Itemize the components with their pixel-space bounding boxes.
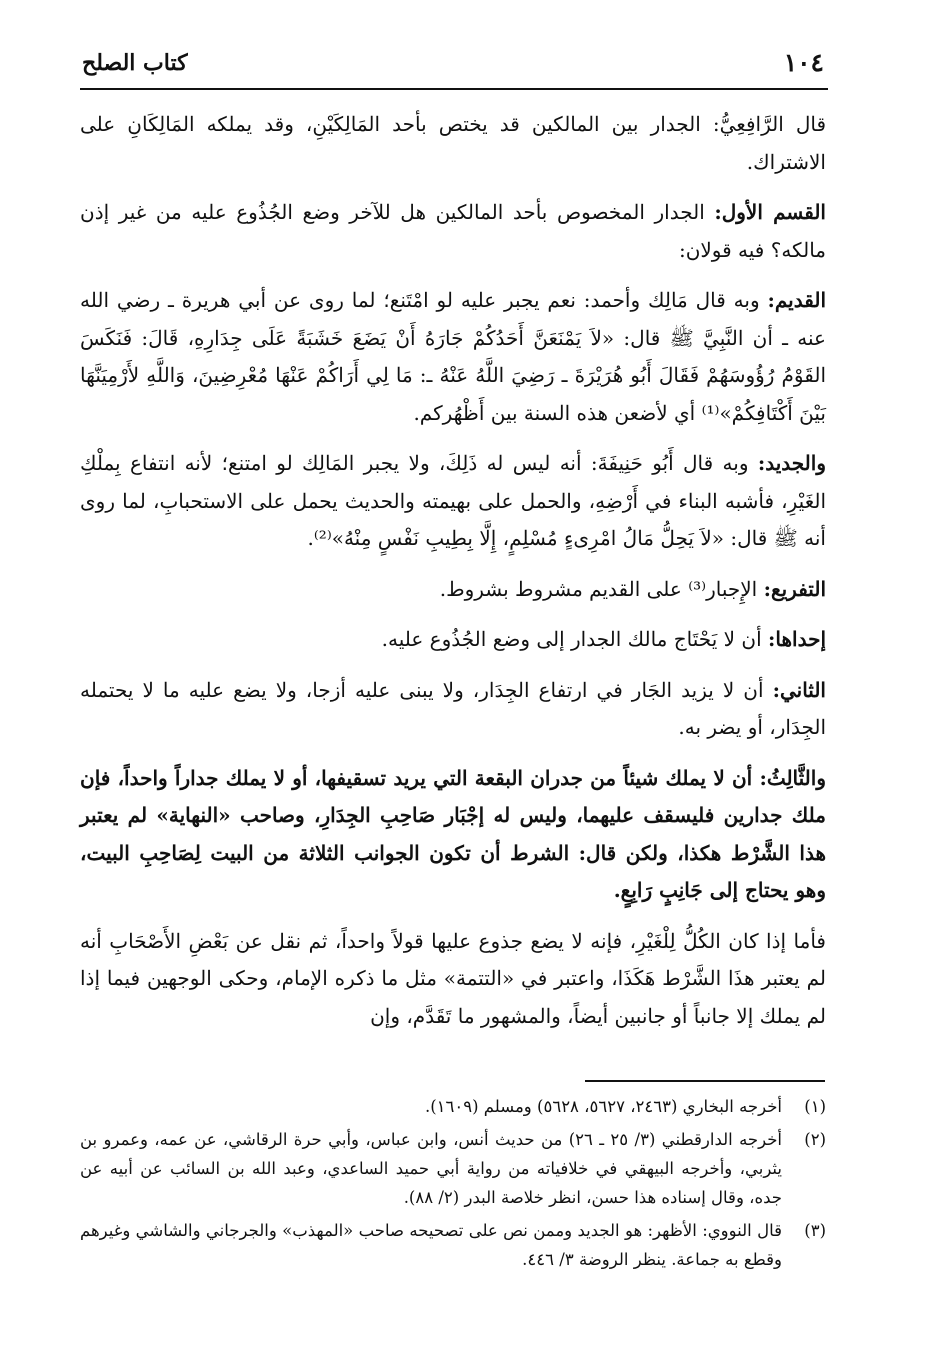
footnote: [80, 1125, 826, 1212]
paragraph-lead: والجديد:: [757, 451, 826, 475]
footnote-text: أخرجه الدارقطني (٣/ ٢٥ ـ ٢٦) من حديث أنس، وابن عباس، وأبي حرة الرقاشي، عن عمه، وعمرو بن يثربي، وأخرجه البيهقي في خلافياته من رواية أبي حميد الساعدي، وعبد الله بن السائب عن أبيه عن جده، وقال إسناده هذا حسن، انظر خلاصة البدر (٢/ ٨٨).: [80, 1130, 782, 1207]
paragraph-lead: إحداها:: [768, 627, 826, 651]
paragraph-lead: التفريع:: [763, 576, 826, 601]
paragraph-lead: الثاني:: [772, 677, 826, 702]
paragraph-text: أن لا يملك شيئاً من جدران البقعة التي يريد تسقيفها، أو لا يملك جداراً واحداً، فإن ملك جدارين فليسقف عليهما، وليس له إجْبَار صَاحِبِ الجِدَارِ، وصاحب «النهاية» لم يعتبر هذا الشَّرْط هكذا، ولكن قال: الشرط أن تكون الجوانب الثلاثة من البيت لِصَاحِبِ البيت، وهو يحتاج إلى جَانِبٍ رَابِعٍ.: [80, 765, 826, 902]
paragraph-condition-two: [80, 672, 826, 747]
footnote: [80, 1216, 826, 1274]
paragraph-lead: القسم الأول:: [714, 200, 826, 224]
paragraph-first-section: [80, 194, 826, 269]
paragraph-text: قال الرَّافِعِيُّ: الجدار بين المالكين قد يختص بأحد المَالِكَيْنِ، وقد يملكه المَالِكَانِ على الاشتراك.: [80, 112, 826, 174]
paragraph-lead: والثَّالِثُ:: [759, 765, 826, 790]
footnote: [80, 1092, 826, 1121]
paragraph-text: أن لا يزيد الجَار في ارتفاع الجِدَار، ولا يبنى عليه أزجا، ولا يضع عليه ما لا يحتمله الجِدَار، أو يضر به.: [80, 677, 826, 739]
paragraph-text: الإِجبار⁽³⁾ على القديم مشروط بشروط.: [439, 576, 764, 601]
footnote-number: (١): [804, 1097, 826, 1116]
footnote-number: (٣): [804, 1221, 826, 1240]
footnote-text: أخرجه البخاري (٢٤٦٣، ٥٦٢٧، ٥٦٢٨) ومسلم (١٦٠٩).: [424, 1097, 782, 1116]
paragraph-new-opinion: [80, 445, 826, 558]
paragraph-all-others: [80, 923, 826, 1036]
page-number: ١٠٤: [783, 48, 824, 77]
paragraph-branching: [80, 571, 826, 609]
paragraph-text: فأما إذا كان الكُلُّ لِلْغَيْرِ، فإنه لا يضع جذوع عليها قولاً واحداً، ثم نقل عن بَعْضِ الأَصْحَابِ أنه لم يعتبر هذَا الشَّرْط هَكَذَا، واعتبر في «التتمة» مثل ما ذكره الإمام، وحكى الوجهين فيما إذا لم يملك إلا جانباً أو جانبين أيضاً، والمشهور ما تَقَدَّم، وإن: [80, 928, 826, 1028]
footnotes: [80, 1092, 826, 1278]
page-header: [80, 44, 828, 90]
main-text: [80, 106, 826, 1048]
paragraph-condition-three: [80, 760, 826, 910]
footnote-text: قال النووي: الأظهر: هو الجديد وممن نص على تصحيحه صاحب «المهذب» والجرجاني والشاشي وغيرهم وقطع به جماعة. ينظر الروضة ٣/ ٤٤٦.: [80, 1221, 782, 1269]
running-title: كتاب الصلح: [82, 50, 188, 76]
footnote-divider: [585, 1080, 825, 1082]
paragraph-rafii-intro: [80, 106, 826, 181]
paragraph-text: وبه قال أَبُو حَنِيفَةَ: أنه ليس له ذَلِكَ، ولا يجبر المَالِك لو امتنع؛ لأنه انتفاع بِملْكِ الغَيْرِ، فأشبه البناء في أَرْضِهِ، والحمل على بهيمته والحديث يحمل على الاستحبابِ، لما روى أنه ﷺ قال: «لاَ يَحِلُّ مَالُ امْرِىءٍ مُسْلِمٍ، إِلَّا بِطِيبِ نَفْسٍ مِنْهُ»⁽²⁾.: [80, 451, 826, 550]
paragraph-text: الجدار المخصوص بأحد المالكين هل للآخر وضع الجُذُوع عليه من غير إذن مالكه؟ فيه قولان:: [80, 200, 826, 262]
paragraph-lead: القديم:: [767, 288, 826, 312]
footnote-number: (٢): [804, 1130, 826, 1149]
paragraph-old-opinion: [80, 282, 826, 432]
paragraph-text: أن لا يَحْتَاج مالك الجدار إلى وضع الجُذُوع عليه.: [381, 627, 768, 651]
paragraph-condition-one: [80, 621, 826, 659]
paragraph-text: وبه قال مَالِك وأحمد: نعم يجبر عليه لو امْتَنع؛ لما روى عن أبي هريرة ـ رضي الله عنه ـ أن النَّبِيَّ ﷺ قال: «لاَ يَمْنَعَنَّ أَحَدُكُمْ جَارَهُ أَنْ يَضَعَ خَشَبَةً عَلَى جِدَارِهِ، قَالَ: فَنَكَسَ القَوْمُ رُؤُوسَهُمْ فَقَالَ أَبُو هُرَيْرَةَ ـ رَضِيَ اللَّهُ عَنْهُ ـ: مَا لِي أَرَاكُمْ عَنْهَا مُعْرِضِينَ، وَاللَّهِ لأَرْمِيَنَّهَا بَيْنَ أَكْتَافِكُمْ»⁽¹⁾ أي لأضعن هذه السنة بين أَظْهُركم.: [80, 288, 826, 425]
